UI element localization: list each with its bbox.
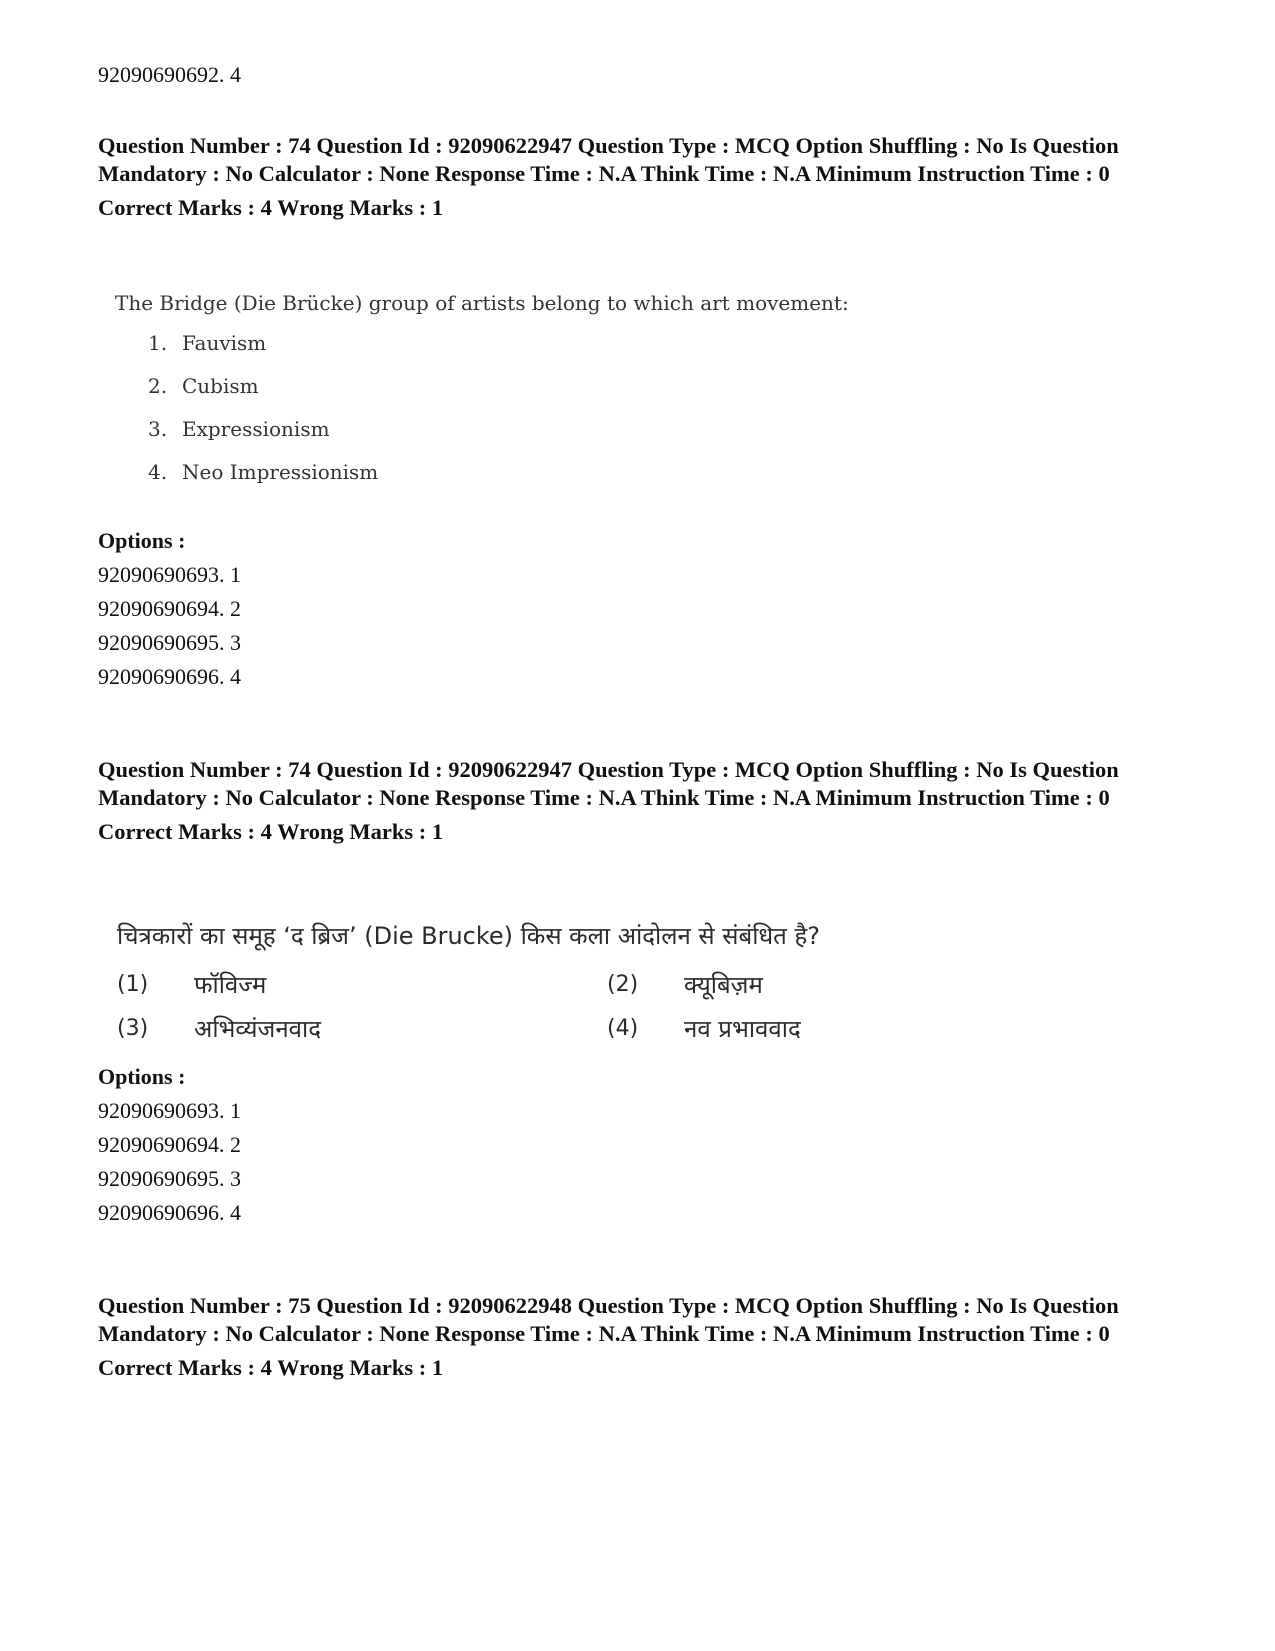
choice-number: (2) xyxy=(607,971,639,997)
choice-item xyxy=(148,328,849,371)
choice-number: 1. xyxy=(148,331,168,355)
choice-item xyxy=(117,966,607,1002)
option-line: 92090690694. 2 xyxy=(98,596,241,621)
option-line: 92090690693. 1 xyxy=(98,562,241,587)
q74-hi-options xyxy=(98,1060,241,1230)
q74-en-metadata xyxy=(98,132,1178,222)
q75-metadata xyxy=(98,1292,1178,1382)
choice-number: 2. xyxy=(148,374,168,398)
q74-en-options xyxy=(98,524,241,694)
options-label: Options : xyxy=(98,528,186,553)
q74-hi-question-image xyxy=(117,918,907,1046)
question-marks: Correct Marks : 4 Wrong Marks : 1 xyxy=(98,819,444,844)
choice-number: 3. xyxy=(148,417,168,441)
question-choices xyxy=(115,328,849,500)
question-header: Question Number : 74 Question Id : 92090622947 Question Type : MCQ Option Shuffling : No Is Question Mandatory : No Calculator : None Response Time : N.A Think Time : N.A Minimum Instruction Time : 0 xyxy=(98,757,1119,810)
question-choices xyxy=(117,966,907,1046)
choice-item xyxy=(117,1010,607,1046)
choice-item xyxy=(607,1010,907,1046)
choice-text: क्यूबिज़म xyxy=(684,970,763,999)
choice-number: (4) xyxy=(607,1015,639,1041)
question-marks: Correct Marks : 4 Wrong Marks : 1 xyxy=(98,195,444,220)
choice-item xyxy=(148,371,849,414)
choice-text: अभिव्यंजनवाद xyxy=(194,1014,321,1043)
choice-text: Fauvism xyxy=(182,331,267,355)
choice-text: फॉविज्म xyxy=(194,970,267,999)
option-line: 92090690696. 4 xyxy=(98,664,241,689)
option-line: 92090690695. 3 xyxy=(98,630,241,655)
choice-item xyxy=(607,966,907,1002)
question-header: Question Number : 75 Question Id : 92090622948 Question Type : MCQ Option Shuffling : No Is Question Mandatory : No Calculator : None Response Time : N.A Think Time : N.A Minimum Instruction Time : 0 xyxy=(98,1293,1119,1346)
choice-item xyxy=(148,457,849,500)
choice-number: (1) xyxy=(117,971,149,997)
question-header: Question Number : 74 Question Id : 92090622947 Question Type : MCQ Option Shuffling : No Is Question Mandatory : No Calculator : None Response Time : N.A Think Time : N.A Minimum Instruction Time : 0 xyxy=(98,133,1119,186)
choice-number: 4. xyxy=(148,460,168,484)
choice-number: (3) xyxy=(117,1015,149,1041)
option-line: 92090690695. 3 xyxy=(98,1166,241,1191)
q74-en-question-image xyxy=(115,288,849,500)
question-text: चित्रकारों का समूह ‘द ब्रिज’ (Die Brucke) किस कला आंदोलन से संबंधित है? xyxy=(117,922,820,950)
choice-text: Neo Impressionism xyxy=(182,460,379,484)
option-line: 92090690696. 4 xyxy=(98,1200,241,1225)
choice-text: Expressionism xyxy=(182,417,330,441)
question-text: The Bridge (Die Brücke) group of artists belong to which art movement: xyxy=(115,291,849,315)
option-line: 92090690694. 2 xyxy=(98,1132,241,1157)
q74-hi-metadata xyxy=(98,756,1178,846)
choice-item xyxy=(148,414,849,457)
option-line: 92090690693. 1 xyxy=(98,1098,241,1123)
question-marks: Correct Marks : 4 Wrong Marks : 1 xyxy=(98,1355,444,1380)
options-label: Options : xyxy=(98,1064,186,1089)
choice-text: Cubism xyxy=(182,374,259,398)
previous-question-option: 92090690692. 4 xyxy=(98,62,241,87)
choice-text: नव प्रभाववाद xyxy=(684,1014,801,1043)
